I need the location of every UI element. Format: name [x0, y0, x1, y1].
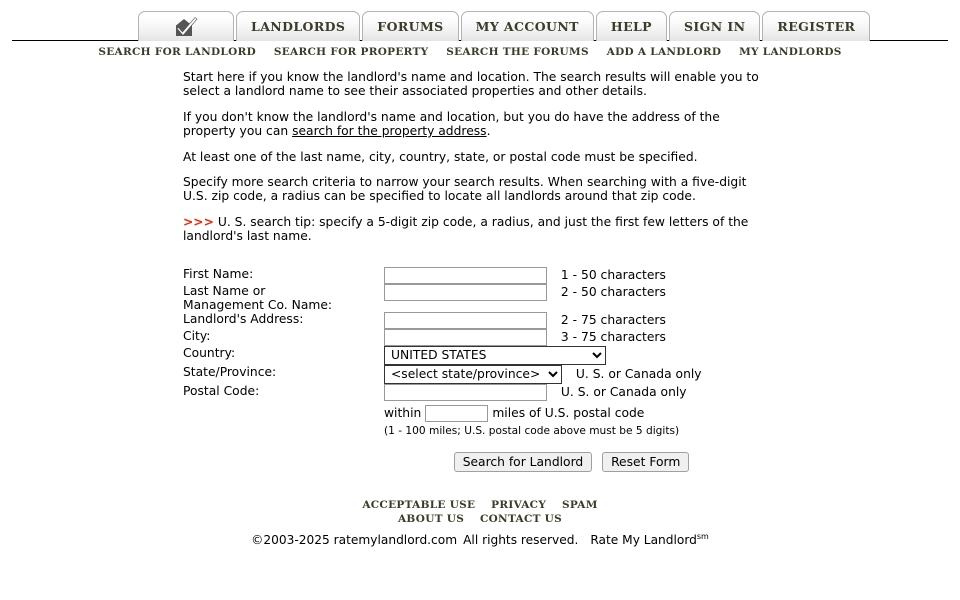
landlord-search-form [0, 255, 960, 472]
form-row-state [183, 365, 702, 384]
tab-my-account[interactable] [461, 11, 594, 41]
tab-forums-label: FORUMS [377, 19, 444, 34]
state-hint: U. S. or Canada only [575, 367, 702, 382]
search-for-landlord-button[interactable]: Search for Landlord [454, 452, 593, 472]
copyright-line [0, 526, 960, 547]
footer-links-row-2 [0, 512, 960, 526]
tab-help-label: HELP [610, 19, 652, 34]
tab-my-account-label: MY ACCOUNT [475, 19, 579, 34]
state-label: State/Province: [183, 364, 277, 379]
tab-register[interactable] [762, 11, 870, 41]
intro-paragraph-4: Specify more search criteria to narrow your search results. When searching with a five-digit U.S. zip code, a radius can be specified to locate all landlords around that zip code. [183, 175, 747, 204]
radius-input[interactable] [425, 405, 488, 422]
state-select[interactable] [384, 365, 562, 384]
rights-text: All rights reserved. [463, 532, 579, 547]
reset-form-button[interactable]: Reset Form [602, 452, 689, 472]
city-label: City: [183, 328, 211, 343]
country-label: Country: [183, 345, 236, 360]
intro-paragraph-2-before: If you don't know the landlord's name and location, but you do have the address of the property you can [183, 109, 720, 139]
first-name-hint: 1 - 50 characters [560, 268, 666, 283]
footer-link-spam[interactable]: SPAM [561, 498, 598, 511]
form-row-last-name [183, 284, 702, 312]
page-footer [0, 472, 960, 547]
intro-paragraph-2-after: . [486, 124, 491, 139]
postal-code-hint: U. S. or Canada only [560, 385, 687, 400]
form-row-postal-code [183, 384, 702, 401]
first-name-label: First Name: [183, 266, 254, 281]
radius-suffix-label: miles of U.S. postal code [492, 405, 645, 420]
form-row-first-name [183, 267, 702, 284]
footer-link-privacy[interactable]: PRIVACY [491, 498, 547, 511]
last-name-hint: 2 - 50 characters [560, 285, 666, 300]
footer-link-acceptable-use[interactable]: ACCEPTABLE USE [362, 498, 476, 511]
property-address-link[interactable]: search for the property address [292, 124, 487, 139]
brand-text: Rate My Landlord [590, 532, 697, 547]
search-tip-text: U. S. search tip: specify a 5-digit zip code, a radius, and just the first few letters of the landlord's last name. [183, 214, 749, 244]
state-cell [384, 365, 702, 384]
radius-cell [384, 401, 702, 438]
address-input[interactable] [384, 312, 547, 329]
form-row-country [183, 346, 702, 365]
intro-paragraph-1: Start here if you know the landlord's name and location. The search results will enable you to select a landlord name to see their associated properties and other details. [183, 70, 759, 99]
address-label: Landlord's Address: [183, 311, 304, 326]
city-cell [384, 329, 702, 346]
first-name-cell [384, 267, 702, 284]
sub-navigation [0, 41, 960, 58]
form-row-city [183, 329, 702, 346]
radius-prefix-label: within [384, 405, 422, 420]
country-cell [384, 346, 702, 365]
subnav-my-landlords[interactable]: MY LANDLORDS [739, 46, 842, 58]
last-name-cell [384, 284, 702, 312]
tab-register-label: REGISTER [777, 19, 856, 34]
form-row-address [183, 312, 702, 329]
search-tip-marker: >>> [183, 214, 214, 229]
intro-paragraph-3: At least one of the last name, city, country, state, or postal code must be specified. [183, 149, 698, 164]
subnav-search-the-forums[interactable]: SEARCH THE FORUMS [446, 46, 589, 58]
tab-landlords-label: LANDLORDS [251, 19, 346, 34]
intro-copy [0, 58, 960, 244]
intro-paragraph-2 [183, 110, 763, 139]
radius-controls [384, 401, 702, 422]
form-row-radius [183, 401, 702, 438]
first-name-input[interactable] [384, 267, 547, 284]
postal-code-cell [384, 384, 702, 401]
tab-forums[interactable] [362, 11, 458, 41]
last-name-label-line1: Last Name or [183, 283, 266, 298]
radius-label-spacer [183, 401, 384, 438]
city-input[interactable] [384, 329, 547, 346]
country-select[interactable] [384, 346, 606, 365]
last-name-input[interactable] [384, 284, 547, 301]
tab-landlords[interactable] [236, 11, 360, 41]
postal-code-label: Postal Code: [183, 383, 260, 398]
postal-code-input[interactable] [384, 384, 547, 401]
tab-list [138, 0, 960, 41]
radius-note: (1 - 100 miles; U.S. postal code above must be 5 digits) [384, 424, 680, 437]
tab-sign-in-label: SIGN IN [684, 19, 746, 34]
copyright-text: ©2003-2025 ratemylandlord.com [251, 532, 458, 547]
tab-sign-in[interactable] [669, 11, 760, 41]
tab-help[interactable] [596, 11, 667, 41]
last-name-label [183, 284, 384, 312]
subnav-search-for-landlord[interactable]: SEARCH FOR LANDLORD [98, 46, 256, 58]
city-hint: 3 - 75 characters [560, 330, 666, 345]
subnav-add-a-landlord[interactable]: ADD A LANDLORD [606, 46, 722, 58]
last-name-label-line2: Management Co. Name: [183, 297, 333, 312]
address-hint: 2 - 75 characters [560, 313, 666, 328]
address-cell [384, 312, 702, 329]
brand-servicemark: sm [696, 531, 709, 541]
subnav-search-for-property[interactable]: SEARCH FOR PROPERTY [273, 46, 429, 58]
house-checkmark-logo-icon [173, 16, 199, 38]
search-tip [183, 215, 763, 244]
top-navigation-bar [0, 0, 960, 41]
footer-link-contact-us[interactable]: CONTACT US [479, 512, 563, 525]
form-button-row [183, 438, 960, 472]
footer-link-about-us[interactable]: ABOUT US [397, 512, 465, 525]
search-form-table [183, 267, 702, 438]
tab-home-logo[interactable] [138, 11, 234, 41]
footer-links-row-1 [0, 498, 960, 512]
